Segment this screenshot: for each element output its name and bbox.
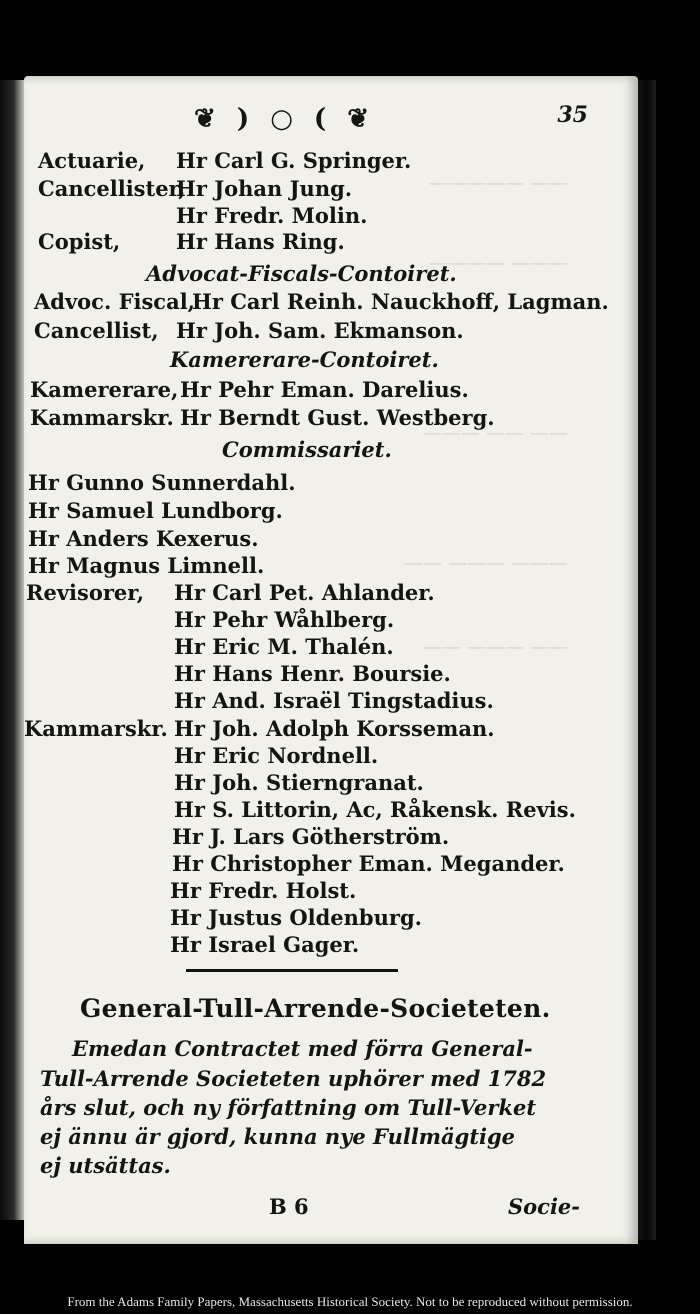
book-page: [24, 76, 638, 1244]
person-name: Hr Carl G. Springer.: [176, 148, 412, 173]
person-name: Hr Carl Reinh. Nauckhoff, Lagman.: [192, 289, 609, 314]
catchword: Socie-: [507, 1194, 580, 1219]
person-name: Hr Christopher Eman. Megander.: [172, 851, 565, 876]
person-name: Hr Eric Nordnell.: [174, 743, 379, 768]
person-name: Hr S. Littorin, Ac, Råkensk. Revis.: [174, 797, 576, 822]
person-name: Hr Samuel Lundborg.: [28, 498, 283, 523]
role-label: Actuarie,: [38, 148, 146, 173]
role-label: Kammarskr.: [30, 405, 174, 430]
person-name: Hr Hans Ring.: [176, 229, 345, 254]
person-name: Hr Justus Oldenburg.: [170, 905, 422, 930]
person-name: Hr Carl Pet. Ahlander.: [174, 580, 435, 605]
person-name: Hr Joh. Stierngranat.: [174, 770, 424, 795]
role-label: Cancellister,: [38, 176, 186, 201]
section-divider: [186, 969, 398, 972]
person-name: Hr And. Israël Tingstadius.: [174, 688, 494, 713]
section-heading-general-tull: General-Tull-Arrende-Societeten.: [80, 994, 551, 1023]
paragraph-line: Tull-Arrende Societeten uphörer med 1782: [40, 1066, 547, 1091]
person-name: Hr Johan Jung.: [176, 176, 353, 201]
person-name: Hr Joh. Sam. Ekmanson.: [176, 318, 464, 343]
person-name: Hr Joh. Adolph Korsseman.: [174, 716, 495, 741]
person-name: Hr Pehr Eman. Darelius.: [180, 377, 469, 402]
section-heading-commissariet: Commissariet.: [222, 437, 392, 462]
person-name: Hr Fredr. Molin.: [176, 203, 368, 228]
credit-line: From the Adams Family Papers, Massachusetts Historical Society. Not to be reproduced without permission.: [67, 1294, 633, 1309]
person-name: Hr Berndt Gust. Westberg.: [180, 405, 495, 430]
role-label: Copist,: [38, 229, 121, 254]
role-label: Advoc. Fiscal,: [34, 289, 195, 314]
person-name: Hr Pehr Wåhlberg.: [174, 607, 395, 632]
person-name: Hr Hans Henr. Boursie.: [174, 661, 451, 686]
paragraph-line: års slut, och ny författning om Tull-Verket: [40, 1095, 537, 1120]
person-name: Hr Magnus Limnell.: [28, 553, 265, 578]
bleed-through-decoration: —— ——— ——: [422, 636, 568, 658]
bleed-through-decoration: —— ——— ———: [403, 552, 568, 574]
section-heading-advocat: Advocat-Fiscals-Contoiret.: [146, 261, 457, 286]
role-label-kammarskr: Kammarskr.: [24, 716, 168, 741]
role-label: Cancellist,: [34, 318, 159, 343]
person-name: Hr Anders Kexerus.: [28, 526, 259, 551]
person-name: Hr Eric M. Thalén.: [174, 634, 394, 659]
bleed-through-decoration: ———— ———: [428, 252, 568, 274]
person-name: Hr Gunno Sunnerdahl.: [28, 470, 296, 495]
paragraph-line: ej utsättas.: [40, 1153, 171, 1178]
page-number: 35: [557, 102, 588, 128]
header-ornament: ❦ ) ○ ( ❦: [194, 104, 376, 134]
person-name: Hr J. Lars Götherström.: [172, 824, 450, 849]
role-label-revisorer: Revisorer,: [26, 580, 145, 605]
bleed-through-decoration: ————— ——: [428, 172, 568, 194]
role-label: Kamererare,: [30, 377, 179, 402]
person-name: Hr Fredr. Holst.: [170, 878, 357, 903]
person-name: Hr Israel Gager.: [170, 932, 360, 957]
section-heading-kamererare: Kamererare-Contoiret.: [170, 347, 439, 372]
paragraph-line: ej ännu är gjord, kunna nye Fullmägtige: [40, 1124, 516, 1149]
paragraph-line: Emedan Contractet med förra General-: [72, 1036, 533, 1061]
signature-mark: B 6: [269, 1194, 309, 1219]
bleed-through-decoration: ——— —— ——: [422, 422, 568, 444]
